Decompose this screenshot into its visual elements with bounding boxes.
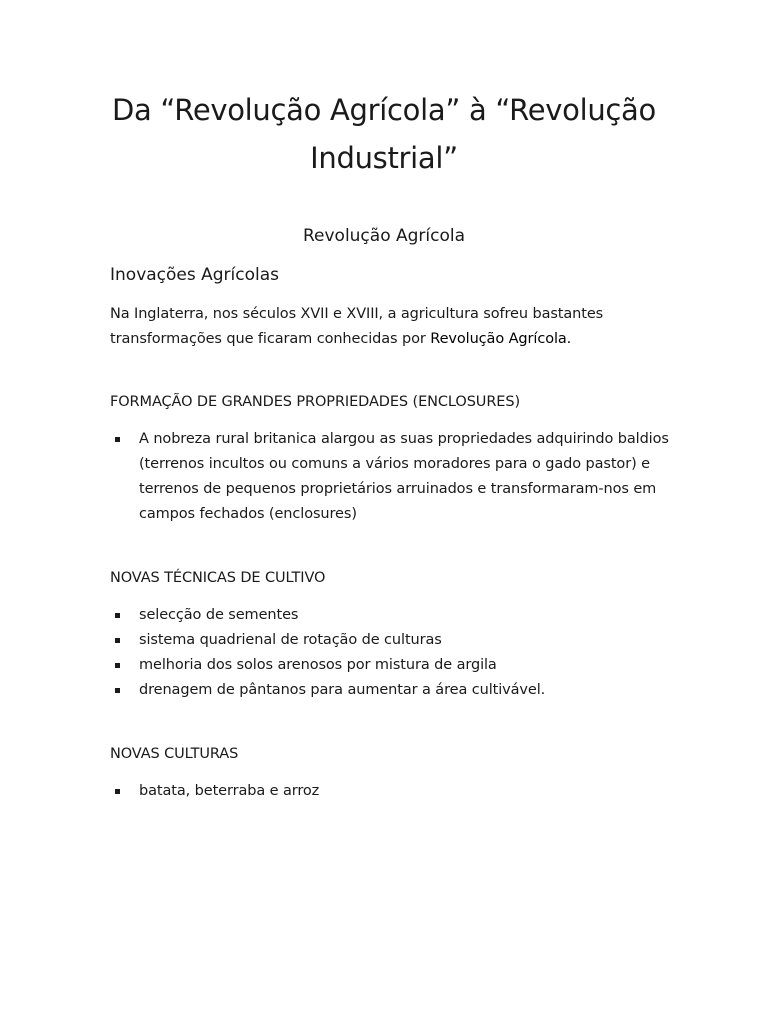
- list-item: [110, 603, 670, 628]
- section-title: Revolução Agrícola: [302, 226, 466, 246]
- document-title: Da “Revolução Agrícola” à “Revolução Industrial”: [112, 93, 656, 175]
- list-item-text: selecção de sementes: [139, 607, 299, 623]
- list-item-text: drenagem de pântanos para aumentar a área cultivável.: [139, 682, 546, 698]
- bullet-icon: [115, 688, 120, 693]
- bullet-icon: [115, 663, 120, 668]
- bullet-list-techniques: [110, 603, 670, 703]
- list-item: [110, 678, 670, 703]
- bullet-list-crops: [110, 779, 670, 804]
- bullet-icon: [115, 613, 120, 618]
- list-item-text: sistema quadrienal de rotação de culturas: [139, 632, 442, 648]
- bullet-icon: [115, 789, 120, 794]
- section-heading-crops: NOVAS CULTURAS: [110, 746, 239, 762]
- bullet-icon: [115, 638, 120, 643]
- bullet-list-enclosures: [110, 427, 670, 527]
- list-item: [110, 427, 670, 527]
- bullet-icon: [115, 437, 120, 442]
- list-item-text: melhoria dos solos arenosos por mistura de argila: [139, 657, 497, 673]
- list-item-text: batata, beterraba e arroz: [139, 783, 320, 799]
- subheading: Inovações Agrícolas: [110, 265, 280, 285]
- intro-paragraph: [110, 302, 670, 352]
- intro-emphasis: Revolução Agrícola.: [430, 331, 572, 347]
- list-item: [110, 779, 670, 804]
- section-heading-techniques: NOVAS TÉCNICAS DE CULTIVO: [110, 570, 326, 586]
- list-item: [110, 653, 670, 678]
- section-heading-enclosures: FORMAÇÃO DE GRANDES PROPRIEDADES (ENCLOSURES): [110, 394, 521, 410]
- list-item-text: A nobreza rural britanica alargou as suas propriedades adquirindo baldios (terrenos incultos ou comuns a vários moradores para o gado pastor) e terrenos de pequenos proprietários arruinados e transformaram-nos em campos fechados (enclosures): [139, 431, 669, 522]
- list-item: [110, 628, 670, 653]
- intro-text: Na Inglaterra, nos séculos XVII e XVIII, a agricultura sofreu bastantes transformações que ficaram conhecidas por: [110, 306, 604, 347]
